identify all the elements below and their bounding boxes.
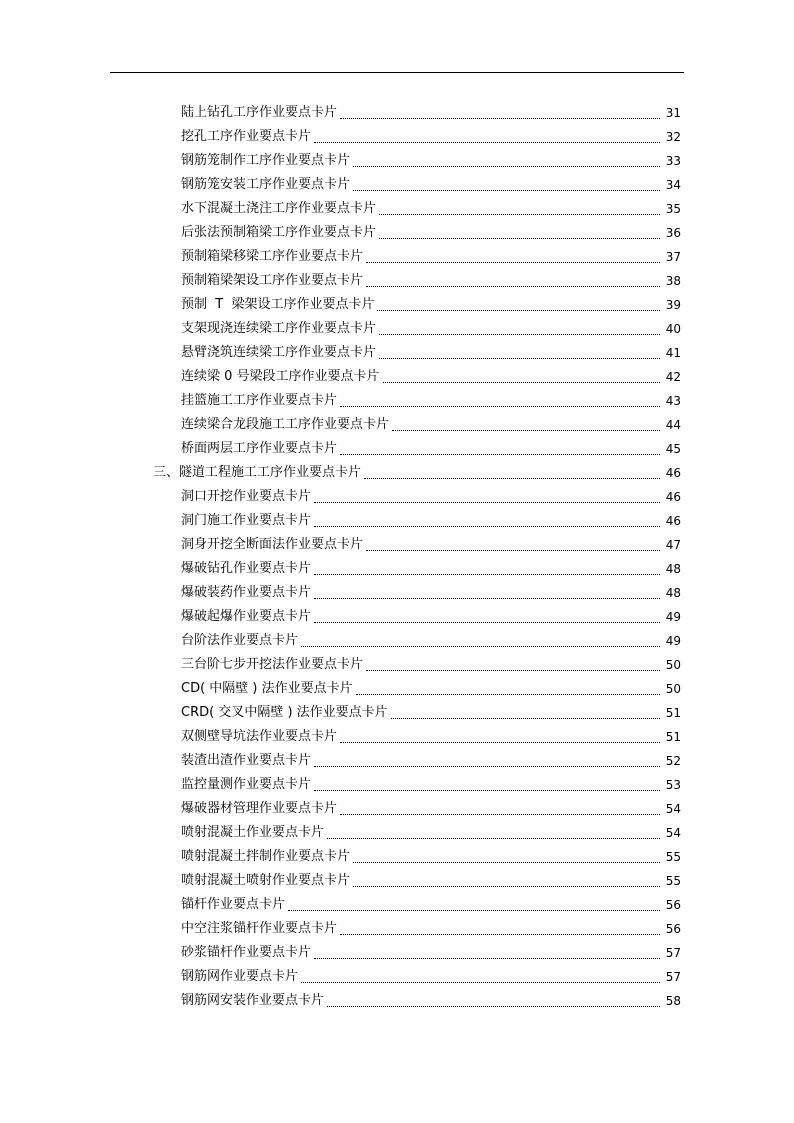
toc-entry-title: 三台阶七步开挖法作业要点卡片: [181, 657, 364, 672]
toc-entry[interactable]: [0, 676, 794, 700]
toc-entry-page-number: 32: [665, 130, 681, 144]
toc-entry-page-number: 55: [665, 850, 681, 864]
toc-entry-page-number: 55: [665, 874, 681, 888]
toc-entry-title: 预制箱梁架设工序作业要点卡片: [181, 273, 364, 288]
toc-entry-page-number: 54: [665, 802, 681, 816]
toc-entry[interactable]: [0, 172, 794, 196]
toc-dot-leader: [340, 814, 660, 815]
toc-entry-title: 挖孔工序作业要点卡片: [181, 129, 312, 144]
toc-entry-title: 砂浆锚杆作业要点卡片: [181, 945, 312, 960]
toc-entry-page-number: 43: [665, 394, 681, 408]
toc-entry[interactable]: [0, 628, 794, 652]
toc-entry-title: 钢筋网安装作业要点卡片: [181, 993, 325, 1008]
toc-entry[interactable]: [0, 844, 794, 868]
toc-entry-page-number: 41: [665, 346, 681, 360]
toc-entry-title: 连续梁 0 号梁段工序作业要点卡片: [181, 369, 380, 384]
toc-dot-leader: [301, 982, 660, 983]
toc-entry-page-number: 49: [665, 610, 681, 624]
toc-entry-title: 监控量测作业要点卡片: [181, 777, 312, 792]
toc-entry-title: 爆破钻孔作业要点卡片: [181, 561, 312, 576]
toc-entry-page-number: 58: [665, 994, 681, 1008]
toc-entry[interactable]: [0, 868, 794, 892]
toc-entry-page-number: 48: [665, 586, 681, 600]
toc-entry-title: 支架现浇连续梁工序作业要点卡片: [181, 321, 377, 336]
toc-dot-leader: [314, 790, 660, 791]
toc-entry[interactable]: [0, 364, 794, 388]
toc-dot-leader: [314, 766, 660, 767]
toc-entry[interactable]: [0, 220, 794, 244]
toc-entry-title: 爆破起爆作业要点卡片: [181, 609, 312, 624]
toc-entry[interactable]: [0, 940, 794, 964]
header-rule: [110, 72, 684, 73]
toc-entry-page-number: 57: [665, 946, 681, 960]
toc-entry-page-number: 49: [665, 634, 681, 648]
toc-entry[interactable]: [0, 772, 794, 796]
toc-dot-leader: [366, 670, 660, 671]
toc-entry-page-number: 56: [665, 922, 681, 936]
toc-entry-page-number: 45: [665, 442, 681, 456]
toc-entry-title: 连续梁合龙段施工工序作业要点卡片: [181, 417, 390, 432]
toc-entry-title: 预制箱梁移梁工序作业要点卡片: [181, 249, 364, 264]
toc-entry[interactable]: [0, 388, 794, 412]
toc-entry-page-number: 48: [665, 562, 681, 576]
toc-dot-leader: [314, 526, 660, 527]
toc-dot-leader: [391, 718, 660, 719]
toc-entry-title: 爆破装药作业要点卡片: [181, 585, 312, 600]
toc-dot-leader: [379, 238, 660, 239]
toc-dot-leader: [356, 694, 660, 695]
toc-entry-page-number: 53: [665, 778, 681, 792]
toc-dot-leader: [314, 502, 660, 503]
toc-entry[interactable]: [0, 292, 794, 316]
toc-entry[interactable]: [0, 412, 794, 436]
toc-entry-page-number: 46: [665, 514, 681, 528]
toc-entry[interactable]: [0, 532, 794, 556]
toc-entry-page-number: 52: [665, 754, 681, 768]
toc-entry[interactable]: [0, 436, 794, 460]
toc-dot-leader: [392, 430, 660, 431]
toc-entry[interactable]: [0, 700, 794, 724]
toc-dot-leader: [383, 382, 660, 383]
toc-dot-leader: [366, 286, 660, 287]
toc-dot-leader: [379, 358, 660, 359]
toc-entry-page-number: 46: [665, 490, 681, 504]
toc-entry-page-number: 35: [665, 202, 681, 216]
toc-entry[interactable]: [0, 508, 794, 532]
toc-entry-page-number: 39: [665, 298, 681, 312]
toc-entry[interactable]: [0, 340, 794, 364]
toc-entry-title: CRD( 交叉中隔壁 ) 法作业要点卡片: [181, 705, 388, 720]
toc-entry-title: 洞身开挖全断面法作业要点卡片: [181, 537, 364, 552]
toc-entry-title: 悬臂浇筑连续梁工序作业要点卡片: [181, 345, 377, 360]
toc-entry[interactable]: [0, 196, 794, 220]
toc-entry[interactable]: [0, 316, 794, 340]
toc-entry-title: 喷射混凝土作业要点卡片: [181, 825, 325, 840]
toc-dot-leader: [340, 118, 660, 119]
toc-entry-title: 中空注浆锚杆作业要点卡片: [181, 921, 338, 936]
toc-entry[interactable]: [0, 820, 794, 844]
toc-entry-page-number: 50: [665, 658, 681, 672]
toc-entry-page-number: 38: [665, 274, 681, 288]
toc-entry-title: CD( 中隔壁 ) 法作业要点卡片: [181, 681, 353, 696]
toc-entry[interactable]: [0, 484, 794, 508]
toc-dot-leader: [340, 934, 660, 935]
toc-entry-page-number: 42: [665, 370, 681, 384]
toc-entry-title: 桥面两层工序作业要点卡片: [181, 441, 338, 456]
toc-entry[interactable]: [0, 580, 794, 604]
toc-entry-title: 洞门施工作业要点卡片: [181, 513, 312, 528]
toc-entry[interactable]: [0, 892, 794, 916]
toc-dot-leader: [314, 622, 660, 623]
toc-entry[interactable]: [0, 556, 794, 580]
toc-entry[interactable]: [0, 652, 794, 676]
toc-dot-leader: [340, 742, 660, 743]
toc-dot-leader: [353, 190, 660, 191]
toc-entry-page-number: 50: [665, 682, 681, 696]
toc-entry-page-number: 51: [665, 730, 681, 744]
toc-entry-page-number: 33: [665, 154, 681, 168]
toc-entry-page-number: 46: [665, 466, 681, 480]
toc-entry-title: 预制 T 梁架设工序作业要点卡片: [181, 297, 375, 312]
toc-entry[interactable]: [0, 988, 794, 1012]
toc-dot-leader: [340, 406, 660, 407]
toc-entry-title: 装渣出渣作业要点卡片: [181, 753, 312, 768]
toc-dot-leader: [353, 862, 660, 863]
toc-entry-page-number: 34: [665, 178, 681, 192]
toc-entry[interactable]: [0, 124, 794, 148]
toc-entry-title: 水下混凝土浇注工序作业要点卡片: [181, 201, 377, 216]
toc-entry[interactable]: [0, 916, 794, 940]
toc-entry-title: 挂篮施工工序作业要点卡片: [181, 393, 338, 408]
toc-entry-page-number: 56: [665, 898, 681, 912]
toc-dot-leader: [353, 886, 660, 887]
toc-entry[interactable]: [0, 244, 794, 268]
toc-entry-page-number: 37: [665, 250, 681, 264]
toc-entry-title: 台阶法作业要点卡片: [181, 633, 299, 648]
toc-entry-page-number: 44: [665, 418, 681, 432]
toc-entry-page-number: 31: [665, 106, 681, 120]
toc-entry-page-number: 57: [665, 970, 681, 984]
toc-entry-title: 锚杆作业要点卡片: [181, 897, 286, 912]
toc-entry-title: 爆破器材管理作业要点卡片: [181, 801, 338, 816]
table-of-contents: [0, 100, 794, 1012]
toc-dot-leader: [327, 1006, 660, 1007]
toc-entry-page-number: 54: [665, 826, 681, 840]
toc-entry-page-number: 47: [665, 538, 681, 552]
toc-entry[interactable]: [0, 724, 794, 748]
toc-entry[interactable]: [0, 964, 794, 988]
toc-entry-title: 喷射混凝土喷射作业要点卡片: [181, 873, 351, 888]
toc-dot-leader: [314, 574, 660, 575]
toc-entry[interactable]: [0, 604, 794, 628]
toc-entry-title: 双侧壁导坑法作业要点卡片: [181, 729, 338, 744]
toc-entry-page-number: 40: [665, 322, 681, 336]
toc-entry-title: 钢筋网作业要点卡片: [181, 969, 299, 984]
toc-dot-leader: [366, 550, 660, 551]
toc-entry-title: 洞口开挖作业要点卡片: [181, 489, 312, 504]
toc-dot-leader: [379, 214, 660, 215]
toc-dot-leader: [288, 910, 660, 911]
toc-dot-leader: [340, 454, 660, 455]
toc-dot-leader: [377, 310, 660, 311]
toc-entry[interactable]: [0, 748, 794, 772]
toc-dot-leader: [314, 958, 660, 959]
toc-entry-title: 三、隧道工程施工工序作业要点卡片: [153, 465, 362, 480]
toc-entry-page-number: 36: [665, 226, 681, 240]
toc-entry-title: 后张法预制箱梁工序作业要点卡片: [181, 225, 377, 240]
toc-dot-leader: [364, 478, 660, 479]
toc-entry-title: 钢筋笼制作工序作业要点卡片: [181, 153, 351, 168]
toc-dot-leader: [353, 166, 660, 167]
toc-dot-leader: [379, 334, 660, 335]
toc-entry[interactable]: [0, 796, 794, 820]
toc-dot-leader: [314, 142, 660, 143]
toc-entry-title: 钢筋笼安装工序作业要点卡片: [181, 177, 351, 192]
toc-dot-leader: [301, 646, 660, 647]
toc-dot-leader: [327, 838, 660, 839]
toc-entry[interactable]: [0, 268, 794, 292]
toc-entry-title: 喷射混凝土拌制作业要点卡片: [181, 849, 351, 864]
toc-entry-page-number: 51: [665, 706, 681, 720]
toc-entry[interactable]: [0, 100, 794, 124]
toc-entry-title: 陆上钻孔工序作业要点卡片: [181, 105, 338, 120]
toc-entry[interactable]: [0, 148, 794, 172]
toc-dot-leader: [314, 598, 660, 599]
toc-section-entry[interactable]: [0, 460, 794, 484]
toc-dot-leader: [366, 262, 660, 263]
